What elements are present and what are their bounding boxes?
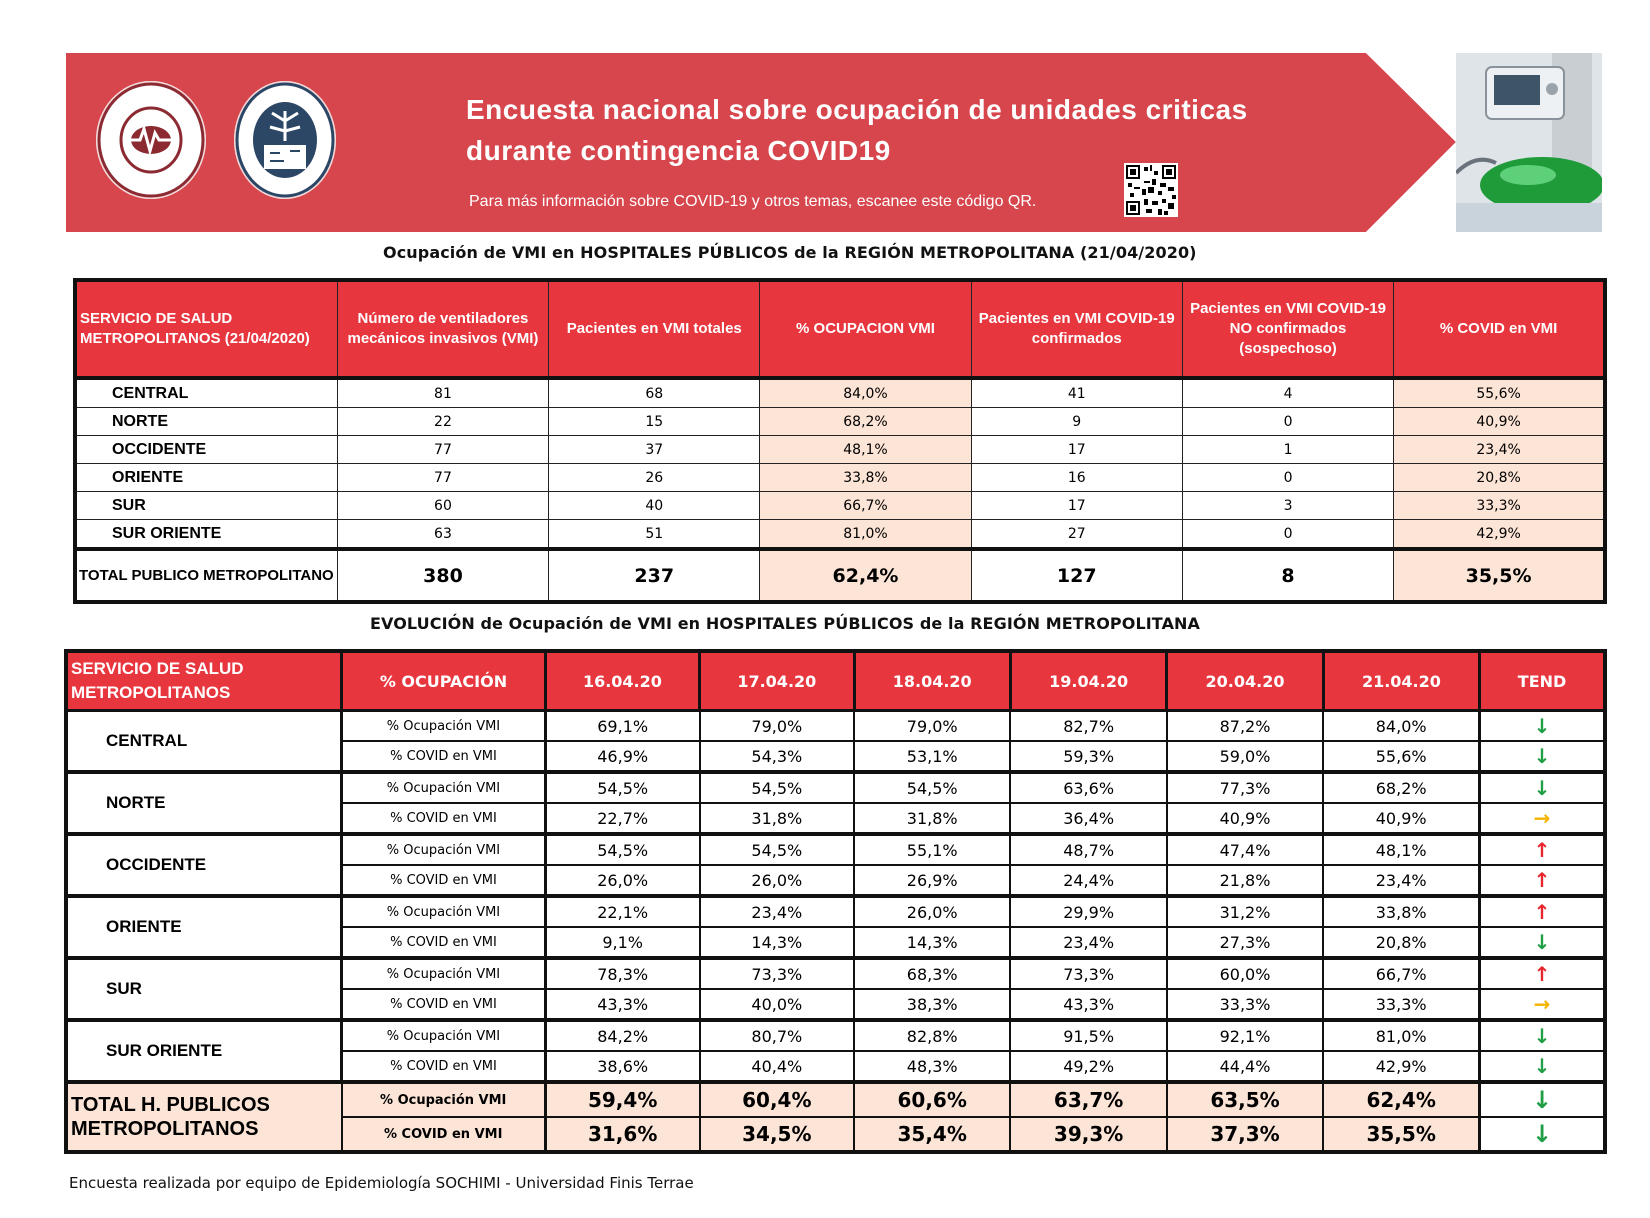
- value-cell: 60,6%: [854, 1082, 1010, 1117]
- trend-arrow-up-icon: ↑: [1480, 834, 1605, 865]
- table1-cell: 35,5%: [1394, 549, 1605, 602]
- metric-label: % COVID en VMI: [342, 741, 546, 772]
- table1-cell: 63: [337, 520, 548, 550]
- value-cell: 37,3%: [1167, 1117, 1323, 1152]
- value-cell: 54,5%: [545, 834, 699, 865]
- table1-header: Pacientes en VMI COVID-19 NO confirmados (sospechoso): [1182, 280, 1393, 378]
- metric-label: % Ocupación VMI: [342, 1020, 546, 1051]
- table1-cell: 26: [549, 464, 760, 492]
- table1-cell: 51: [549, 520, 760, 550]
- sochimi-logo: [96, 81, 206, 199]
- value-cell: 40,9%: [1323, 803, 1479, 834]
- trend-arrow-down-icon: ↓: [1480, 1020, 1605, 1051]
- value-cell: 26,0%: [854, 896, 1010, 927]
- table1-header: Pacientes en VMI COVID-19 confirmados: [971, 280, 1182, 378]
- value-cell: 48,7%: [1010, 834, 1166, 865]
- trend-arrow-down-icon: ↓: [1480, 927, 1605, 958]
- value-cell: 80,7%: [700, 1020, 854, 1051]
- value-cell: 68,3%: [854, 958, 1010, 989]
- trend-arrow-up-icon: ↑: [1480, 958, 1605, 989]
- trend-arrow-down-icon: ↓: [1480, 1117, 1605, 1152]
- table1-cell: 4: [1182, 378, 1393, 408]
- value-cell: 47,4%: [1167, 834, 1323, 865]
- value-cell: 33,3%: [1167, 989, 1323, 1020]
- value-cell: 42,9%: [1323, 1051, 1479, 1082]
- value-cell: 35,4%: [854, 1117, 1010, 1152]
- table1-cell: 8: [1182, 549, 1393, 602]
- trend-arrow-up-icon: ↑: [1480, 865, 1605, 896]
- region-label: SUR: [66, 958, 342, 1020]
- table1-cell: 27: [971, 520, 1182, 550]
- value-cell: 48,3%: [854, 1051, 1010, 1082]
- value-cell: 60,0%: [1167, 958, 1323, 989]
- value-cell: 33,8%: [1323, 896, 1479, 927]
- value-cell: 24,4%: [1010, 865, 1166, 896]
- value-cell: 44,4%: [1167, 1051, 1323, 1082]
- table2-header-row: [66, 651, 1605, 711]
- table1-cell: 22: [337, 408, 548, 436]
- trend-arrow-right-icon: →: [1480, 989, 1605, 1020]
- value-cell: 79,0%: [854, 711, 1010, 742]
- banner-title-line2: durante contingencia COVID19: [466, 135, 891, 166]
- evolution-table: [64, 649, 1607, 1154]
- table1-region-label: SUR ORIENTE: [75, 520, 337, 550]
- trend-arrow-down-icon: ↓: [1480, 772, 1605, 803]
- value-cell: 38,6%: [545, 1051, 699, 1082]
- table1-cell: 77: [337, 436, 548, 464]
- value-cell: 22,1%: [545, 896, 699, 927]
- value-cell: 60,4%: [700, 1082, 854, 1117]
- trend-arrow-down-icon: ↓: [1480, 1082, 1605, 1117]
- value-cell: 40,4%: [700, 1051, 854, 1082]
- table1-region-label: CENTRAL: [75, 378, 337, 408]
- table1-region-label: ORIENTE: [75, 464, 337, 492]
- table1-cell: 20,8%: [1394, 464, 1605, 492]
- value-cell: 63,5%: [1167, 1082, 1323, 1117]
- table1-cell: 55,6%: [1394, 378, 1605, 408]
- table1-cell: 60: [337, 492, 548, 520]
- table1-header: SERVICIO DE SALUD METROPOLITANOS (21/04/2020): [75, 280, 337, 378]
- table1-row: [75, 378, 1605, 408]
- metric-label: % COVID en VMI: [342, 865, 546, 896]
- value-cell: 59,0%: [1167, 741, 1323, 772]
- table1-title: Ocupación de VMI en HOSPITALES PÚBLICOS de la REGIÓN METROPOLITANA (21/04/2020): [383, 243, 1197, 262]
- trend-arrow-up-icon: ↑: [1480, 896, 1605, 927]
- table1-cell: 237: [549, 549, 760, 602]
- occupancy-table: [73, 278, 1607, 604]
- table1-header: % OCUPACION VMI: [760, 280, 971, 378]
- value-cell: 84,2%: [545, 1020, 699, 1051]
- region-label: ORIENTE: [66, 896, 342, 958]
- table1-cell: 0: [1182, 464, 1393, 492]
- value-cell: 23,4%: [1323, 865, 1479, 896]
- metric-label: % COVID en VMI: [342, 989, 546, 1020]
- metric-label: % COVID en VMI: [342, 1051, 546, 1082]
- table1-cell: 66,7%: [760, 492, 971, 520]
- ventilator-image: [1456, 53, 1602, 232]
- table1-cell: 16: [971, 464, 1182, 492]
- value-cell: 82,8%: [854, 1020, 1010, 1051]
- metric-label: % Ocupación VMI: [342, 772, 546, 803]
- table1-cell: 33,3%: [1394, 492, 1605, 520]
- value-cell: 29,9%: [1010, 896, 1166, 927]
- table1-total-label: TOTAL PUBLICO METROPOLITANO: [75, 549, 337, 602]
- value-cell: 82,7%: [1010, 711, 1166, 742]
- table1-header: Número de ventiladores mecánicos invasivos (VMI): [337, 280, 548, 378]
- value-cell: 92,1%: [1167, 1020, 1323, 1051]
- value-cell: 63,7%: [1010, 1082, 1166, 1117]
- table1-row: [75, 408, 1605, 436]
- table2-header: 18.04.20: [854, 651, 1010, 711]
- value-cell: 36,4%: [1010, 803, 1166, 834]
- table2-row: [66, 834, 1605, 865]
- metric-label: % Ocupación VMI: [342, 834, 546, 865]
- table1-row: [75, 492, 1605, 520]
- table1-row: [75, 436, 1605, 464]
- value-cell: 26,0%: [545, 865, 699, 896]
- footer-note: Encuesta realizada por equipo de Epidemiología SOCHIMI - Universidad Finis Terrae: [69, 1174, 694, 1192]
- banner-title-line1: Encuesta nacional sobre ocupación de unidades criticas: [466, 94, 1248, 125]
- table1-cell: 48,1%: [760, 436, 971, 464]
- qr-code[interactable]: [1124, 163, 1178, 217]
- value-cell: 23,4%: [1010, 927, 1166, 958]
- table1-cell: 0: [1182, 520, 1393, 550]
- metric-label: % COVID en VMI: [342, 927, 546, 958]
- value-cell: 79,0%: [700, 711, 854, 742]
- value-cell: 81,0%: [1323, 1020, 1479, 1051]
- metric-label: % COVID en VMI: [342, 1117, 546, 1152]
- value-cell: 55,6%: [1323, 741, 1479, 772]
- value-cell: 31,8%: [854, 803, 1010, 834]
- table1-cell: 42,9%: [1394, 520, 1605, 550]
- value-cell: 54,3%: [700, 741, 854, 772]
- value-cell: 26,0%: [700, 865, 854, 896]
- value-cell: 33,3%: [1323, 989, 1479, 1020]
- table1-row: [75, 520, 1605, 550]
- table2-title: EVOLUCIÓN de Ocupación de VMI en HOSPITALES PÚBLICOS de la REGIÓN METROPOLITANA: [370, 614, 1201, 633]
- value-cell: 40,0%: [700, 989, 854, 1020]
- value-cell: 87,2%: [1167, 711, 1323, 742]
- region-label: SUR ORIENTE: [66, 1020, 342, 1082]
- table2-row: [66, 711, 1605, 742]
- value-cell: 39,3%: [1010, 1117, 1166, 1152]
- table2-header: 16.04.20: [545, 651, 699, 711]
- table1-region-label: NORTE: [75, 408, 337, 436]
- value-cell: 31,6%: [545, 1117, 699, 1152]
- total-region-label: TOTAL H. PUBLICOS METROPOLITANOS: [66, 1082, 342, 1152]
- value-cell: 14,3%: [854, 927, 1010, 958]
- value-cell: 68,2%: [1323, 772, 1479, 803]
- banner-subtitle: Para más información sobre COVID-19 y otros temas, escanee este código QR.: [469, 193, 1037, 210]
- table2-header: TEND: [1480, 651, 1605, 711]
- table2-row: [66, 772, 1605, 803]
- metric-label: % Ocupación VMI: [342, 896, 546, 927]
- table1-cell: 0: [1182, 408, 1393, 436]
- table2-row: [66, 1020, 1605, 1051]
- trend-arrow-right-icon: →: [1480, 803, 1605, 834]
- finis-terrae-logo: [234, 81, 336, 199]
- value-cell: 48,1%: [1323, 834, 1479, 865]
- value-cell: 35,5%: [1323, 1117, 1479, 1152]
- value-cell: 9,1%: [545, 927, 699, 958]
- table1-cell: 15: [549, 408, 760, 436]
- table1-region-label: SUR: [75, 492, 337, 520]
- value-cell: 43,3%: [545, 989, 699, 1020]
- table2-header: 20.04.20: [1167, 651, 1323, 711]
- value-cell: 77,3%: [1167, 772, 1323, 803]
- value-cell: 54,5%: [545, 772, 699, 803]
- value-cell: 26,9%: [854, 865, 1010, 896]
- value-cell: 54,5%: [700, 772, 854, 803]
- metric-label: % COVID en VMI: [342, 803, 546, 834]
- value-cell: 55,1%: [854, 834, 1010, 865]
- table1-cell: 3: [1182, 492, 1393, 520]
- value-cell: 69,1%: [545, 711, 699, 742]
- value-cell: 27,3%: [1167, 927, 1323, 958]
- value-cell: 84,0%: [1323, 711, 1479, 742]
- table1-cell: 77: [337, 464, 548, 492]
- table1-cell: 81: [337, 378, 548, 408]
- table2-row: [66, 958, 1605, 989]
- table1-cell: 62,4%: [760, 549, 971, 602]
- table1-header: Pacientes en VMI totales: [549, 280, 760, 378]
- value-cell: 62,4%: [1323, 1082, 1479, 1117]
- trend-arrow-down-icon: ↓: [1480, 711, 1605, 742]
- table1-cell: 23,4%: [1394, 436, 1605, 464]
- value-cell: 49,2%: [1010, 1051, 1166, 1082]
- value-cell: 66,7%: [1323, 958, 1479, 989]
- table1-cell: 41: [971, 378, 1182, 408]
- value-cell: 53,1%: [854, 741, 1010, 772]
- value-cell: 73,3%: [1010, 958, 1166, 989]
- region-label: NORTE: [66, 772, 342, 834]
- value-cell: 21,8%: [1167, 865, 1323, 896]
- banner-title: [466, 89, 1336, 171]
- table1-cell: 40,9%: [1394, 408, 1605, 436]
- table1-cell: 37: [549, 436, 760, 464]
- value-cell: 14,3%: [700, 927, 854, 958]
- table1-total-row: [75, 549, 1605, 602]
- header-banner: [66, 53, 1602, 232]
- table2-header: 19.04.20: [1010, 651, 1166, 711]
- value-cell: 23,4%: [700, 896, 854, 927]
- metric-label: % Ocupación VMI: [342, 711, 546, 742]
- value-cell: 59,3%: [1010, 741, 1166, 772]
- table1-cell: 84,0%: [760, 378, 971, 408]
- table1-cell: 81,0%: [760, 520, 971, 550]
- region-label: OCCIDENTE: [66, 834, 342, 896]
- table1-cell: 17: [971, 492, 1182, 520]
- table1-cell: 380: [337, 549, 548, 602]
- metric-label: % Ocupación VMI: [342, 958, 546, 989]
- value-cell: 59,4%: [545, 1082, 699, 1117]
- banner-chevron: [1326, 53, 1476, 232]
- value-cell: 40,9%: [1167, 803, 1323, 834]
- value-cell: 34,5%: [700, 1117, 854, 1152]
- table1-cell: 127: [971, 549, 1182, 602]
- table1-cell: 33,8%: [760, 464, 971, 492]
- table1-cell: 9: [971, 408, 1182, 436]
- region-label: CENTRAL: [66, 711, 342, 773]
- table2-header: % OCUPACIÓN: [342, 651, 546, 711]
- value-cell: 31,2%: [1167, 896, 1323, 927]
- value-cell: 46,9%: [545, 741, 699, 772]
- table1-cell: 68: [549, 378, 760, 408]
- trend-arrow-down-icon: ↓: [1480, 1051, 1605, 1082]
- table2-header: 21.04.20: [1323, 651, 1479, 711]
- value-cell: 63,6%: [1010, 772, 1166, 803]
- table1-cell: 17: [971, 436, 1182, 464]
- table2-header: 17.04.20: [700, 651, 854, 711]
- table2-header: SERVICIO DE SALUD METROPOLITANOS: [66, 651, 342, 711]
- table1-region-label: OCCIDENTE: [75, 436, 337, 464]
- value-cell: 54,5%: [700, 834, 854, 865]
- value-cell: 54,5%: [854, 772, 1010, 803]
- trend-arrow-down-icon: ↓: [1480, 741, 1605, 772]
- table2-row: [66, 896, 1605, 927]
- value-cell: 31,8%: [700, 803, 854, 834]
- value-cell: 91,5%: [1010, 1020, 1166, 1051]
- value-cell: 22,7%: [545, 803, 699, 834]
- value-cell: 38,3%: [854, 989, 1010, 1020]
- table1-cell: 1: [1182, 436, 1393, 464]
- value-cell: 78,3%: [545, 958, 699, 989]
- metric-label: % Ocupación VMI: [342, 1082, 546, 1117]
- value-cell: 20,8%: [1323, 927, 1479, 958]
- value-cell: 43,3%: [1010, 989, 1166, 1020]
- table1-header-row: [75, 280, 1605, 378]
- table1-cell: 40: [549, 492, 760, 520]
- table1-header: % COVID en VMI: [1394, 280, 1605, 378]
- table2-row: [66, 1082, 1605, 1117]
- table1-row: [75, 464, 1605, 492]
- ventilator-photo: [1456, 53, 1602, 232]
- table1-cell: 68,2%: [760, 408, 971, 436]
- value-cell: 73,3%: [700, 958, 854, 989]
